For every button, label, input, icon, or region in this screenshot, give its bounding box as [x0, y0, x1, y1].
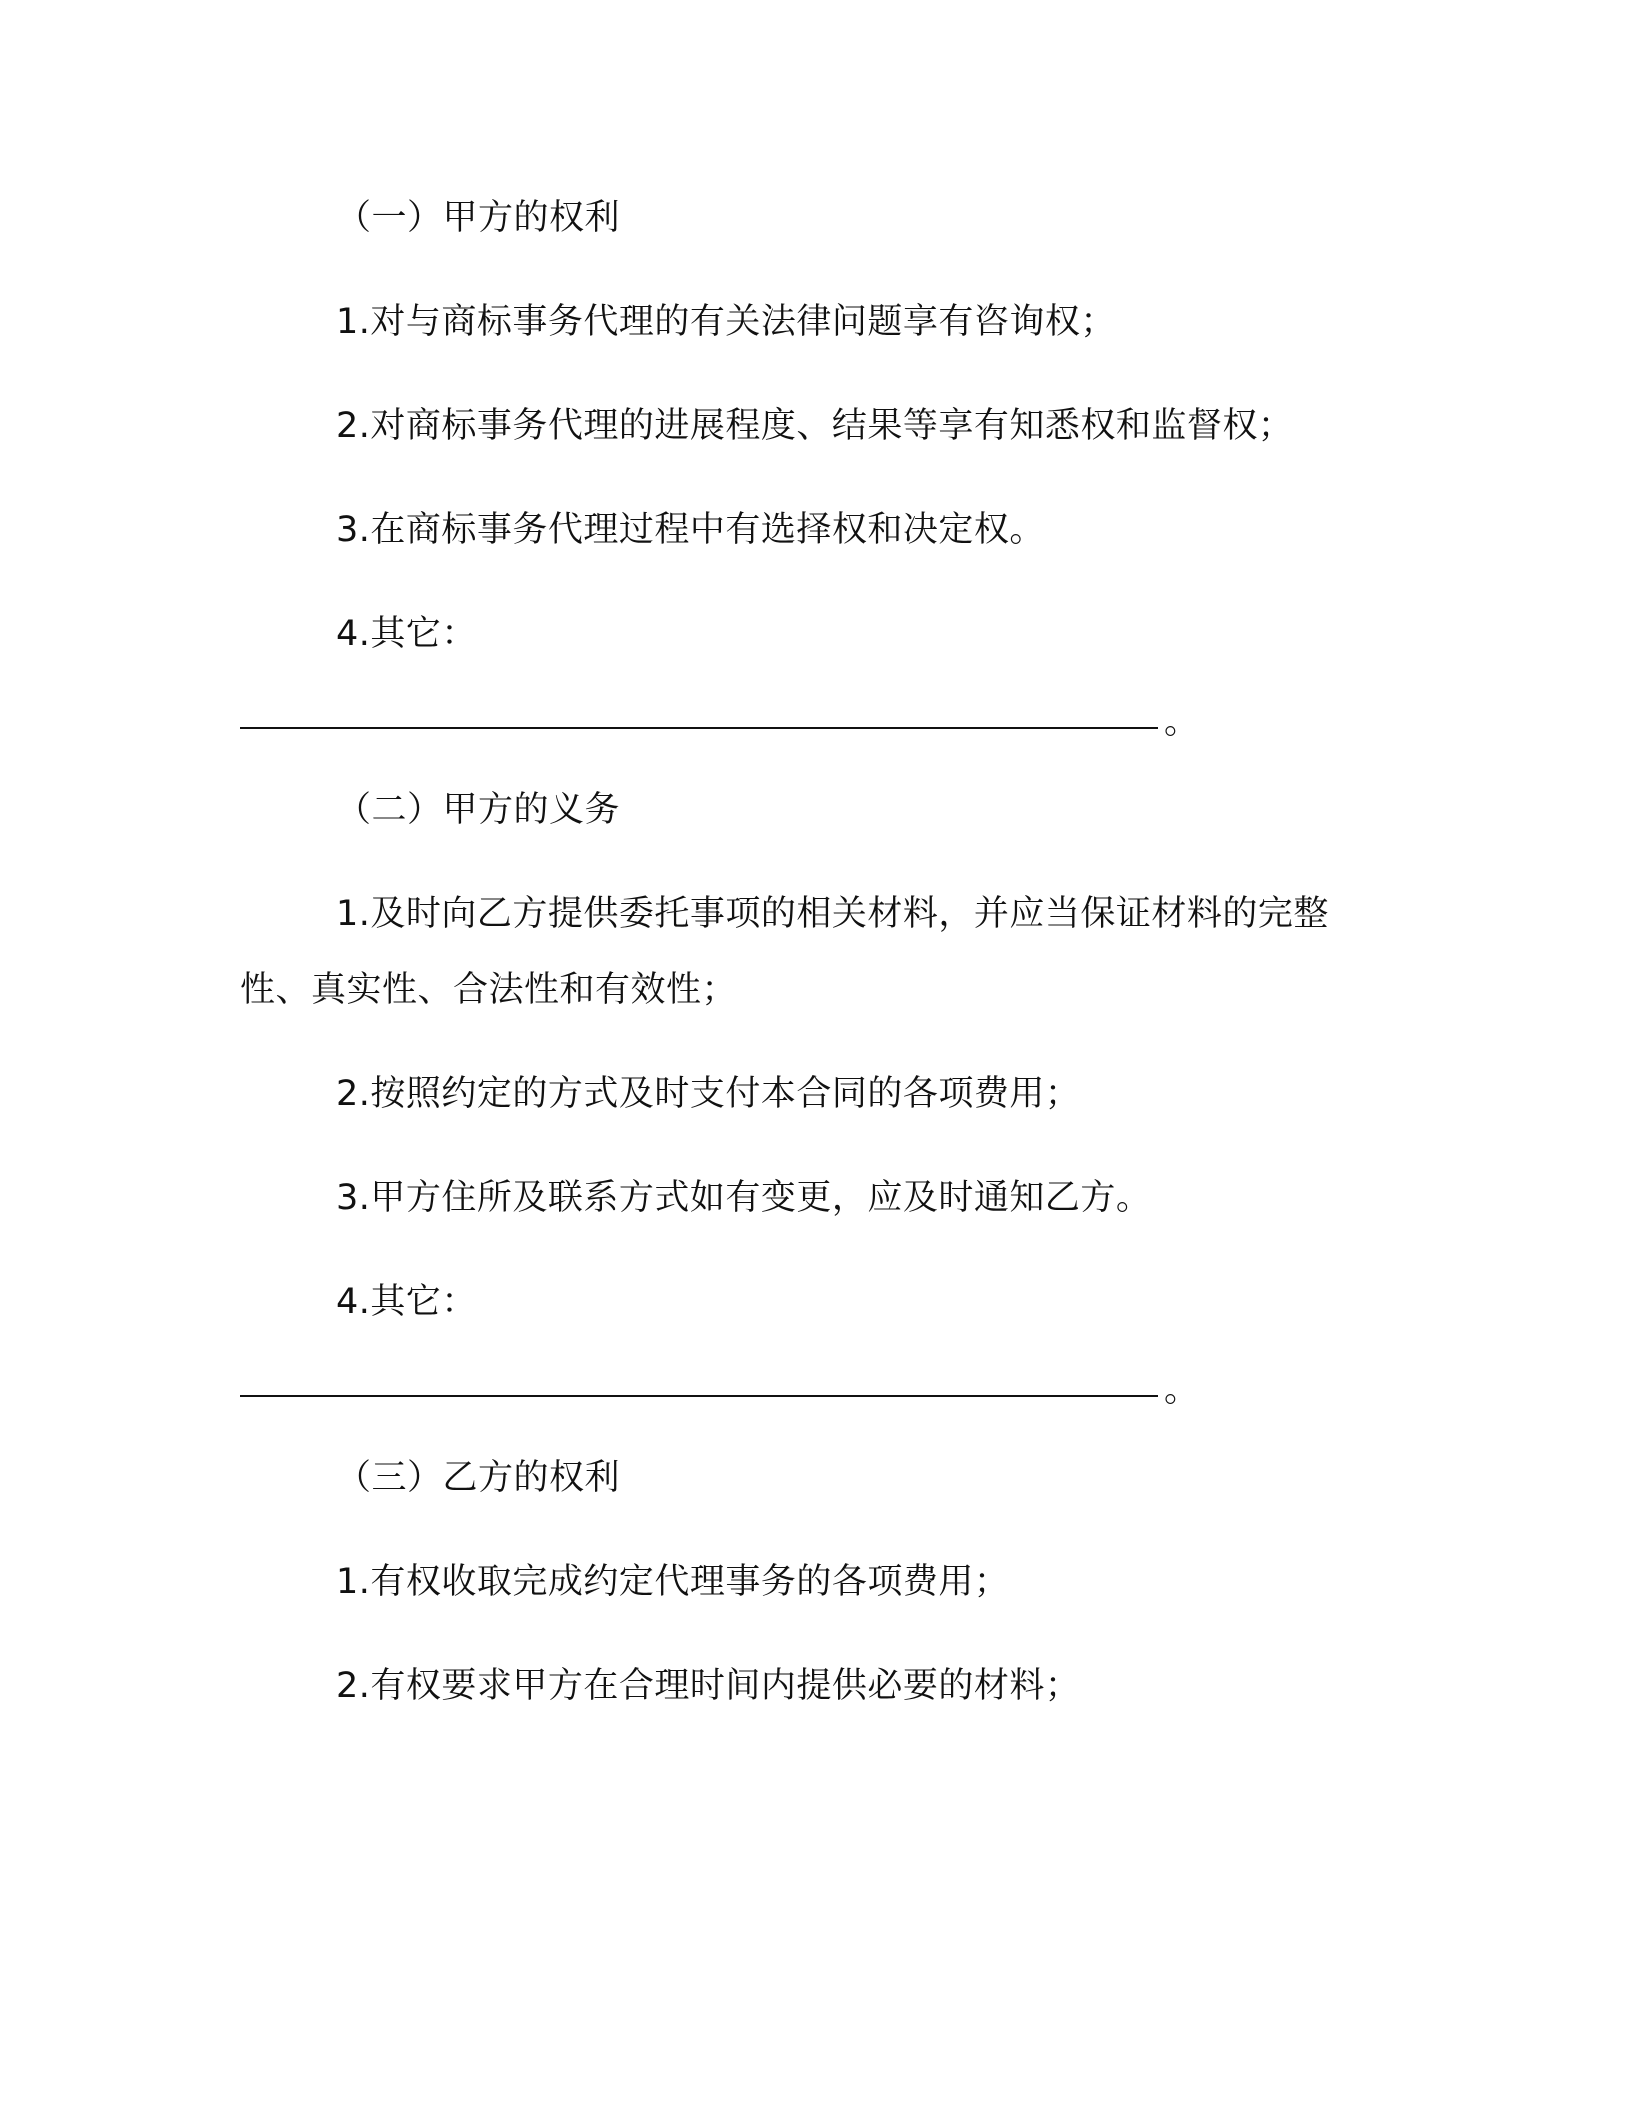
- list-item-continuation: 性、真实性、合法性和有效性；: [240, 970, 738, 1010]
- list-item: 4.其它：: [336, 1282, 477, 1322]
- section-heading-party-a-obligations: （二）甲方的义务: [336, 790, 621, 830]
- list-item: 3.在商标事务代理过程中有选择权和决定权。: [336, 510, 1045, 550]
- list-item: 3.甲方住所及联系方式如有变更，应及时通知乙方。: [336, 1178, 1152, 1218]
- section-heading-party-a-rights: （一）甲方的权利: [336, 198, 621, 238]
- fill-in-blank-line: [240, 1368, 1199, 1412]
- list-item: 1.有权收取完成约定代理事务的各项费用；: [336, 1562, 1010, 1602]
- list-item: 2.对商标事务代理的进展程度、结果等享有知悉权和监督权；: [336, 406, 1294, 446]
- list-item: 2.按照约定的方式及时支付本合同的各项费用；: [336, 1074, 1081, 1114]
- blank-end-mark: 。: [1164, 702, 1200, 742]
- fill-in-blank-line: [240, 700, 1199, 744]
- list-item: 2.有权要求甲方在合理时间内提供必要的材料；: [336, 1666, 1081, 1706]
- blank-end-mark: 。: [1164, 1370, 1200, 1410]
- blank-underline: [240, 727, 1158, 729]
- list-item: 4.其它：: [336, 614, 477, 654]
- section-heading-party-b-rights: （三）乙方的权利: [336, 1458, 621, 1498]
- list-item: 1.对与商标事务代理的有关法律问题享有咨询权；: [336, 302, 1116, 342]
- blank-underline: [240, 1395, 1158, 1397]
- list-item: 1.及时向乙方提供委托事项的相关材料，并应当保证材料的完整: [336, 894, 1329, 934]
